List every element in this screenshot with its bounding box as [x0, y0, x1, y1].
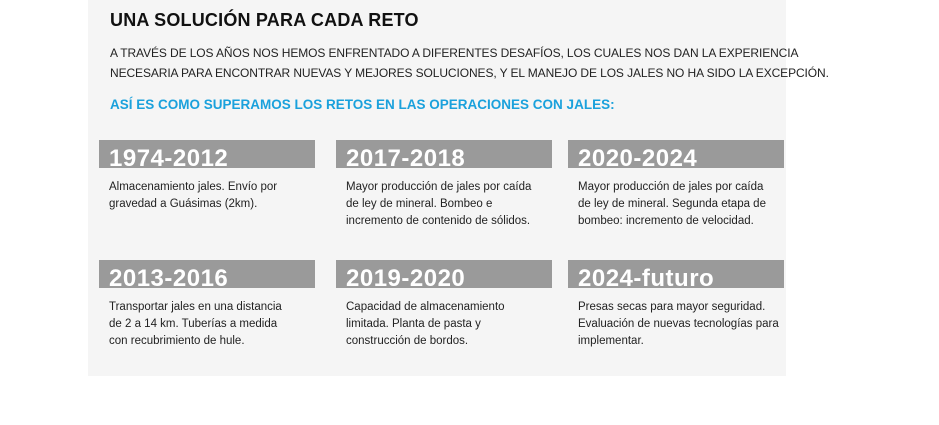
description-line: Mayor producción de jales por caída	[578, 181, 764, 193]
description-line: de 2 a 14 km. Tuberías a medida	[109, 318, 278, 330]
milestone-card-1974-2012	[99, 140, 315, 213]
milestone-description	[336, 179, 552, 230]
period-label: 2024-futuro	[578, 265, 715, 288]
description-line: Evaluación de nuevas tecnologías para	[578, 318, 779, 330]
description-line: de ley de mineral. Segunda etapa de	[578, 198, 766, 210]
period-label: 2019-2020	[346, 265, 466, 288]
description-line: bombeo: incremento de velocidad.	[578, 215, 754, 227]
period-label: 2017-2018	[346, 145, 466, 168]
description-line: implementar.	[578, 335, 644, 347]
milestone-description	[568, 179, 784, 230]
period-label: 2013-2016	[109, 265, 229, 288]
description-line: incremento de contenido de sólidos.	[346, 215, 531, 227]
period-label: 2020-2024	[578, 145, 698, 168]
intro-line: A TRAVÉS DE LOS AÑOS NOS HEMOS ENFRENTADO A DIFERENTES DESAFÍOS, LOS CUALES NOS DAN LA EXPERIENCIA	[110, 46, 799, 60]
period-bar	[99, 260, 315, 288]
section-subtitle: ASÍ ES COMO SUPERAMOS LOS RETOS EN LAS OPERACIONES CON JALES:	[110, 97, 615, 112]
intro-paragraph	[110, 43, 829, 83]
description-line: gravedad a Guásimas (2km).	[109, 198, 258, 210]
intro-line: NECESARIA PARA ENCONTRAR NUEVAS Y MEJORES SOLUCIONES, Y EL MANEJO DE LOS JALES NO HA SIDO LA EXCEPCIÓN.	[110, 66, 829, 80]
description-line: limitada. Planta de pasta y	[346, 318, 481, 330]
description-line: Almacenamiento jales. Envío por	[109, 181, 278, 193]
milestone-card-2013-2016	[99, 260, 315, 350]
period-label: 1974-2012	[109, 145, 229, 168]
description-line: Mayor producción de jales por caída	[346, 181, 532, 193]
description-line: de ley de mineral. Bombeo e	[346, 198, 493, 210]
milestone-description	[99, 299, 315, 350]
milestone-description	[99, 179, 315, 213]
description-line: Presas secas para mayor seguridad.	[578, 301, 766, 313]
milestone-card-2017-2018	[336, 140, 552, 230]
milestone-description	[568, 299, 784, 350]
milestone-card-2020-2024	[568, 140, 784, 230]
period-bar	[568, 140, 784, 168]
page-title: UNA SOLUCIÓN PARA CADA RETO	[110, 10, 419, 30]
period-bar	[99, 140, 315, 168]
milestone-card-2024-futuro	[568, 260, 784, 350]
milestone-card-2019-2020	[336, 260, 552, 350]
description-line: con recubrimiento de hule.	[109, 335, 245, 347]
description-line: Capacidad de almacenamiento	[346, 301, 505, 313]
milestone-description	[336, 299, 552, 350]
period-bar	[568, 260, 784, 288]
description-line: Transportar jales en una distancia	[109, 301, 282, 313]
description-line: construcción de bordos.	[346, 335, 469, 347]
period-bar	[336, 260, 552, 288]
period-bar	[336, 140, 552, 168]
